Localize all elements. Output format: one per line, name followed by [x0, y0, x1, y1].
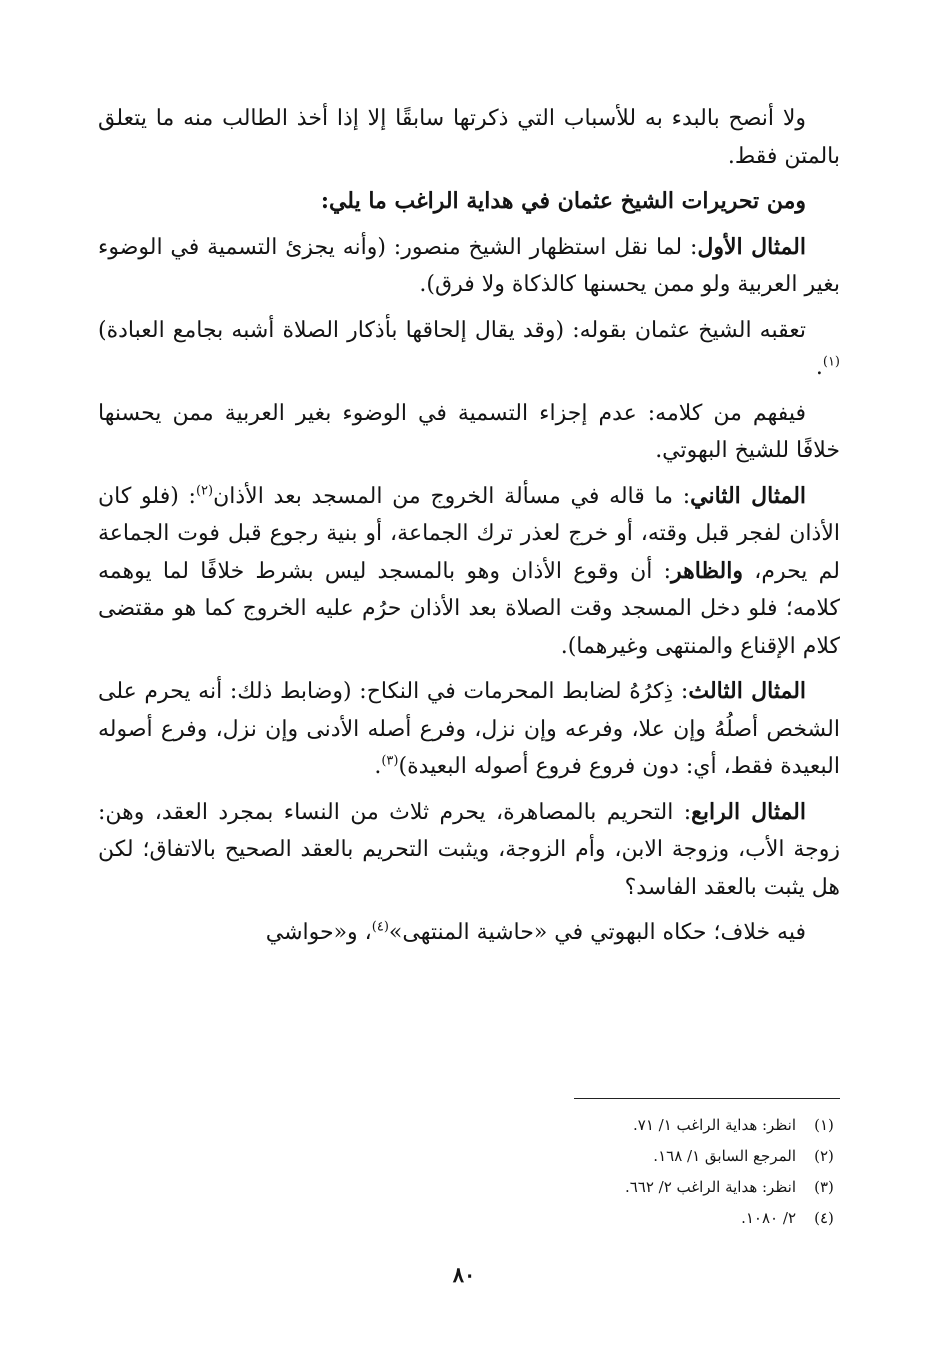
- example-3-text: : ذِكرُهُ لضابط المحرمات في النكاح: (وضابط ذلك: أنه يحرم على الشخص أصلُهُ وإن علا، وفرعه وإن نزل، وفرع أصله الأدنى وإن نزل، وفرع أصوله البعيدة فقط، أي: دون فروع فروع أصوله البعيدة): [98, 679, 840, 779]
- example-3-paragraph: [98, 673, 840, 786]
- page-number: ٨٠: [452, 1262, 476, 1287]
- footnote-4: [244, 1203, 844, 1234]
- footnote-4-number: (٤): [814, 1209, 834, 1227]
- footnote-2-number: (٢): [814, 1147, 834, 1165]
- example-1-paragraph: [98, 229, 840, 304]
- footnote-1-text: انظر: هداية الراغب ١/ ٧١.: [632, 1116, 796, 1134]
- example-1-comment: [98, 312, 840, 387]
- example-1-comment-text: تعقبه الشيخ عثمان بقوله: (وقد يقال إلحاقها بأذكار الصلاة أشبه بجامع العبادة): [98, 317, 806, 343]
- intro-paragraph: [98, 100, 840, 175]
- example-2-bold-word: والظاهر: [671, 557, 743, 584]
- section-heading: [98, 183, 840, 221]
- example-1-comment-end: .: [815, 355, 823, 380]
- example-1-conclusion-text: فيفهم من كلامه: عدم إجزاء التسمية في الوضوء بغير العربية ممن يحسنها خلافًا للشيخ البهوتي.: [98, 400, 840, 463]
- footnote-3-text: انظر: هداية الراغب ٢/ ٦٦٢.: [624, 1178, 796, 1196]
- example-2-text-b: : (فلو كان الأذان لفجر قبل وقته، أو خرج لعذر ترك الجماعة، أو بنية رجوع قبل فوت الجماعة لم يحرم،: [98, 483, 841, 584]
- example-1-conclusion: [98, 395, 840, 470]
- footnote-ref-3[interactable]: (٣): [381, 753, 399, 769]
- section-heading-text: ومن تحريرات الشيخ عثمان في هداية الراغب ما يلي:: [320, 188, 806, 214]
- footnotes: [244, 1110, 844, 1234]
- example-4-paragraph: [98, 794, 840, 907]
- footnote-1: [244, 1110, 844, 1141]
- footnote-ref-2[interactable]: (٢): [195, 483, 214, 499]
- intro-text: ولا أنصح بالبدء به للأسباب التي ذكرتها سابقًا إلا إذا أخذ الطالب منه ما يتعلق بالمتن فقط.: [98, 106, 840, 169]
- example-2-text-c: : أن وقوع الأذان وهو بالمسجد ليس بشرط خلافًا لما يوهمه كلامه؛ فلو دخل المسجد وقت الصلاة بعد الأذان حرُم عليه الخروج كما هو مقتضى كلام الإقناع والمنتهى وغيرهما).: [98, 558, 840, 659]
- footnote-ref-1[interactable]: (١): [822, 354, 840, 370]
- example-4-lead: المثال الرابع: [691, 798, 806, 825]
- footnote-3: [244, 1172, 844, 1203]
- example-2-paragraph: [98, 478, 840, 666]
- example-3-lead: المثال الثالث: [688, 678, 807, 704]
- example-4-cont-a: فيه خلاف؛ حكاه البهوتي في «حاشية المنتهى»: [388, 920, 806, 945]
- example-1-lead: المثال الأول: [697, 233, 806, 260]
- footnote-ref-4[interactable]: (٤): [371, 919, 389, 935]
- example-1-text: : لما نقل استظهار الشيخ منصور: (وأنه يجزئ التسمية في الوضوء بغير العربية ولو ممن يحسنها كالذكاة ولا فرق).: [98, 234, 840, 297]
- example-4-text: : التحريم بالمصاهرة، يحرم ثلاث من النساء بمجرد العقد، وهن: زوجة الأب، وزوجة الابن، وأم الزوجة، ويثبت التحريم بالعقد الصحيح بالاتفاق؛ لكن هل يثبت بالعقد الفاسد؟: [98, 799, 840, 900]
- example-2-text-a: : ما قاله في مسألة الخروج من المسجد بعد الأذان: [213, 483, 691, 509]
- footnote-2-text: المرجع السابق ١/ ١٦٨.: [653, 1147, 796, 1165]
- example-3-end: .: [374, 754, 382, 779]
- footnote-divider: [574, 1098, 840, 1099]
- footnote-2: [244, 1141, 844, 1172]
- footnote-1-number: (١): [814, 1116, 834, 1134]
- footnote-4-text: ٢/ ١٠٨٠.: [741, 1209, 796, 1227]
- example-4-cont-b: ، و«حواشي: [265, 920, 372, 945]
- main-text: [98, 100, 840, 960]
- example-2-lead: المثال الثاني: [690, 482, 807, 509]
- example-4-continuation: [98, 914, 840, 952]
- footnote-3-number: (٣): [814, 1178, 834, 1196]
